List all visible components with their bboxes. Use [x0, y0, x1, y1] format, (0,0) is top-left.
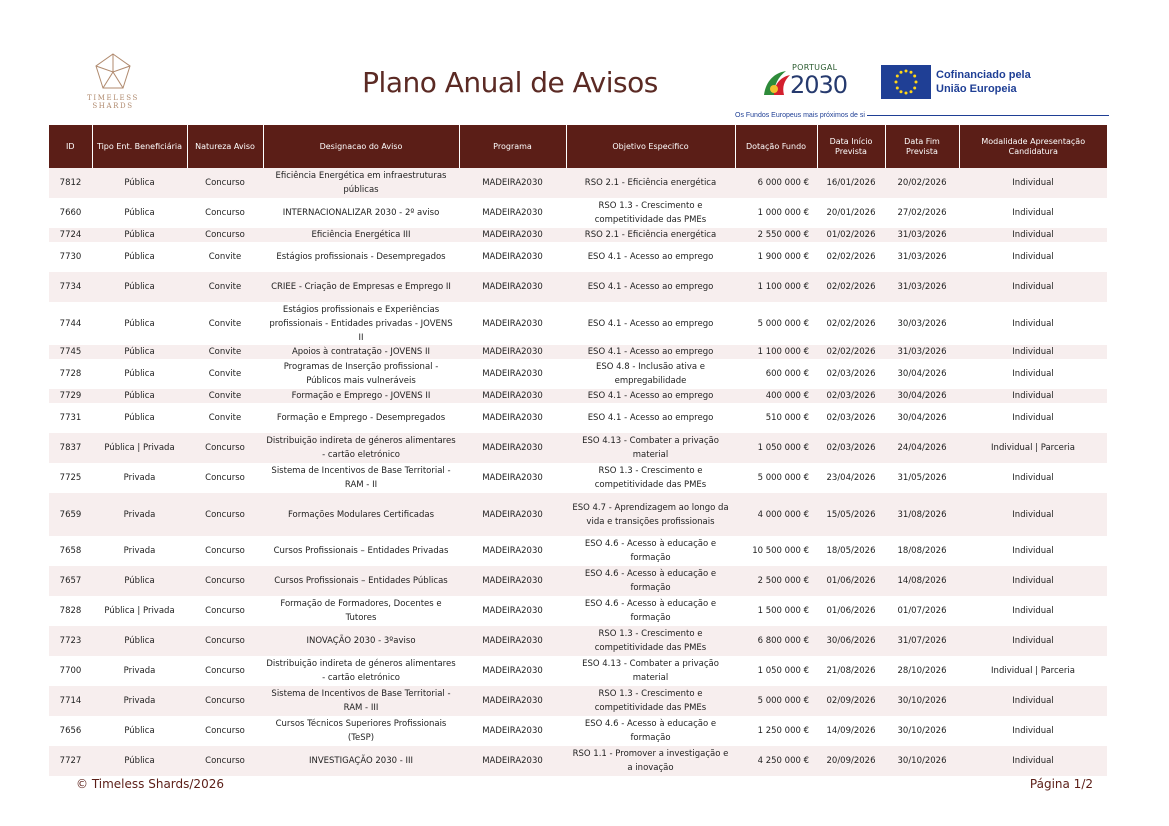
cell-fim: 27/02/2026	[897, 208, 947, 218]
cell-inicio: 30/06/2026	[817, 626, 885, 656]
cell-inicio: 01/06/2026	[826, 606, 876, 616]
page-title: Plano Anual de Avisos	[362, 66, 658, 99]
cell-objetivo: RSO 2.1 - Eficiência energética	[566, 168, 735, 198]
cell-natureza: Concurso	[205, 666, 245, 676]
cell-objetivo: RSO 1.3 - Crescimento e competitividade das PMEs	[594, 466, 707, 490]
cell-tipo: Pública	[92, 228, 187, 242]
cell-objetivo: ESO 4.1 - Acesso ao emprego	[566, 272, 735, 302]
cell-modalidade: Individual | Parceria	[959, 433, 1107, 463]
cell-modalidade: Individual	[1012, 413, 1054, 423]
cell-id: 7723	[49, 626, 92, 656]
cell-natureza: Concurso	[187, 746, 263, 776]
cell-modalidade: Individual	[959, 389, 1107, 403]
cell-tipo: Pública	[124, 726, 155, 736]
cell-inicio: 02/03/2026	[826, 413, 876, 423]
cell-dotacao: 510 000 €	[765, 413, 809, 423]
cell-objetivo: ESO 4.1 - Acesso ao emprego	[566, 389, 735, 403]
cell-objetivo: ESO 4.1 - Acesso ao emprego	[566, 345, 735, 359]
cell-inicio: 02/02/2026	[826, 318, 876, 329]
cell-tipo: Pública	[124, 252, 155, 262]
cell-objetivo: ESO 4.8 - Inclusão ativa e empregabilidade	[595, 362, 706, 386]
column-header-programa: Programa	[459, 125, 566, 168]
cell-objetivo: ESO 4.1 - Acesso ao emprego	[587, 413, 714, 423]
cell-dotacao: 4 000 000 €	[735, 493, 817, 536]
cell-modalidade: Individual	[959, 272, 1107, 302]
cell-tipo: Pública	[92, 389, 187, 403]
cell-natureza: Concurso	[187, 433, 263, 463]
cell-dotacao: 1 500 000 €	[757, 606, 809, 616]
cell-id: 7660	[59, 208, 82, 218]
cell-inicio: 02/09/2026	[817, 686, 885, 716]
cell-inicio: 01/06/2026	[817, 566, 885, 596]
cell-id: 7657	[49, 566, 92, 596]
cell-designacao: Eficiência Energética III	[263, 228, 459, 242]
table-row	[49, 493, 1107, 536]
cell-id: 7714	[49, 686, 92, 716]
cell-tipo: Pública	[124, 413, 155, 423]
cell-dotacao: 1 100 000 €	[735, 272, 817, 302]
table-row	[49, 359, 1107, 389]
cell-modalidade: Individual	[959, 345, 1107, 359]
cell-objetivo: ESO 4.6 - Acesso à educação e formação	[566, 566, 735, 596]
cell-fim: 30/03/2026	[897, 318, 947, 329]
cell-designacao: Cursos Profissionais – Entidades Privadas	[273, 546, 449, 556]
cell-modalidade: Individual	[1012, 473, 1054, 483]
cell-programa: MADEIRA2030	[459, 566, 566, 596]
cell-modalidade: Individual	[1012, 252, 1054, 262]
column-header-fim: Data Fim Prevista	[885, 125, 959, 168]
cell-designacao: Formação e Emprego - Desempregados	[276, 413, 446, 423]
cell-inicio: 02/02/2026	[817, 345, 885, 359]
cell-id: 7812	[49, 168, 92, 198]
cell-dotacao: 5 000 000 €	[735, 686, 817, 716]
cell-objetivo: ESO 4.6 - Acesso à educação e formação	[584, 599, 717, 623]
cell-objetivo: ESO 4.7 - Aprendizagem ao longo da vida e transições profissionais	[566, 493, 735, 536]
cell-designacao: Cursos Profissionais – Entidades Públicas	[263, 566, 459, 596]
cell-dotacao: 5 000 000 €	[757, 318, 809, 329]
cell-objetivo: RSO 1.1 - Promover a investigação e a inovação	[566, 746, 735, 776]
cell-designacao: Distribuição indireta de géneros alimentares - cartão eletrónico	[263, 433, 459, 463]
eu-cofinanced-logo	[881, 65, 1041, 99]
cell-natureza: Concurso	[205, 208, 245, 218]
cell-inicio: 20/01/2026	[826, 208, 876, 218]
cell-id: 7659	[49, 493, 92, 536]
footer-copyright: © Timeless Shards/2026	[76, 777, 224, 791]
cell-id: 7656	[59, 726, 82, 736]
column-header-dotacao: Dotação Fundo	[735, 125, 817, 168]
table-row	[49, 168, 1107, 198]
cell-fim: 14/08/2026	[885, 566, 959, 596]
cell-modalidade: Individual	[1012, 606, 1054, 616]
table-row	[49, 433, 1107, 463]
cell-designacao: Distribuição indireta de géneros alimentares - cartão eletrónico	[266, 659, 456, 683]
cell-dotacao: 5 000 000 €	[757, 473, 809, 483]
table-row	[49, 626, 1107, 656]
cell-objetivo: ESO 4.13 - Combater a privação material	[566, 433, 735, 463]
cell-inicio: 01/02/2026	[817, 228, 885, 242]
cell-fim: 31/07/2026	[885, 626, 959, 656]
cell-designacao: INOVAÇÃO 2030 - 3ºaviso	[263, 626, 459, 656]
cell-programa: MADEIRA2030	[482, 318, 543, 329]
cell-designacao: Programas de Inserção profissional - Públicos mais vulneráveis	[283, 362, 439, 386]
cell-id: 7734	[49, 272, 92, 302]
cell-inicio: 02/03/2026	[826, 369, 876, 379]
cell-dotacao: 600 000 €	[765, 369, 809, 379]
column-header-natureza: Natureza Aviso	[187, 125, 263, 168]
cell-programa: MADEIRA2030	[459, 686, 566, 716]
table-row	[49, 242, 1107, 272]
cell-inicio: 02/03/2026	[817, 389, 885, 403]
timeless-shards-logo	[84, 52, 142, 116]
cell-dotacao: 1 000 000 €	[757, 208, 809, 218]
cell-programa: MADEIRA2030	[459, 345, 566, 359]
cell-id: 7724	[49, 228, 92, 242]
cell-modalidade: Individual	[959, 168, 1107, 198]
table-row	[49, 566, 1107, 596]
cell-natureza: Convite	[208, 413, 242, 423]
footer-page-number: Página 1/2	[1029, 777, 1093, 791]
table-row	[49, 536, 1107, 566]
table-row	[49, 463, 1107, 493]
cell-tipo: Privada	[92, 493, 187, 536]
column-header-modalidade: Modalidade Apresentação Candidatura	[959, 125, 1107, 168]
cell-programa: MADEIRA2030	[482, 473, 543, 483]
cell-programa: MADEIRA2030	[482, 208, 543, 218]
table-header-row	[49, 125, 1107, 168]
cell-natureza: Convite	[187, 272, 263, 302]
cell-designacao: INVESTIGAÇÃO 2030 - III	[263, 746, 459, 776]
cell-natureza: Convite	[208, 252, 242, 262]
cell-programa: MADEIRA2030	[482, 252, 543, 262]
cell-dotacao: 4 250 000 €	[735, 746, 817, 776]
cell-modalidade: Individual	[959, 686, 1107, 716]
cell-fim: 31/08/2026	[885, 493, 959, 536]
cell-dotacao: 1 250 000 €	[757, 726, 809, 736]
cell-tipo: Pública	[92, 566, 187, 596]
cell-dotacao: 10 500 000 €	[752, 546, 809, 556]
cell-natureza: Concurso	[187, 228, 263, 242]
column-header-objetivo: Objetivo Especifico	[566, 125, 735, 168]
column-header-inicio: Data Início Prevista	[817, 125, 885, 168]
cell-designacao: CRIEE - Criação de Empresas e Emprego II	[263, 272, 459, 302]
cell-id: 7729	[49, 389, 92, 403]
cell-designacao: Estágios profissionais - Desempregados	[276, 252, 446, 262]
cell-tipo: Pública	[92, 168, 187, 198]
table-row	[49, 686, 1107, 716]
cell-designacao: Sistema de Incentivos de Base Territorial - RAM - III	[263, 686, 459, 716]
cell-inicio: 02/02/2026	[826, 252, 876, 262]
cell-inicio: 14/09/2026	[826, 726, 876, 736]
eu-flag-icon	[881, 65, 931, 99]
pt-logo-year: 2030	[790, 71, 848, 99]
cell-fim: 31/03/2026	[885, 228, 959, 242]
cell-natureza: Convite	[187, 389, 263, 403]
cell-fim: 31/03/2026	[897, 252, 947, 262]
cell-modalidade: Individual	[1012, 208, 1054, 218]
cell-fim: 30/10/2026	[885, 746, 959, 776]
table-row	[49, 403, 1107, 433]
cell-natureza: Concurso	[205, 726, 245, 736]
portugal-flag-swirl-icon	[762, 67, 792, 99]
cell-dotacao: 1 050 000 €	[757, 666, 809, 676]
cell-designacao: Formação e Emprego - JOVENS II	[263, 389, 459, 403]
cell-id: 7745	[49, 345, 92, 359]
cell-objetivo: ESO 4.1 - Acesso ao emprego	[587, 318, 714, 329]
cell-natureza: Concurso	[205, 606, 245, 616]
cell-tipo: Privada	[123, 473, 156, 483]
portugal-2030-logo	[762, 63, 854, 103]
cell-dotacao: 2 500 000 €	[735, 566, 817, 596]
cell-objetivo: ESO 4.6 - Acesso à educação e formação	[584, 719, 717, 743]
cell-fim: 24/04/2026	[885, 433, 959, 463]
column-header-tipo: Tipo Ent. Beneficiária	[92, 125, 187, 168]
cell-inicio: 23/04/2026	[826, 473, 876, 483]
column-header-id: ID	[49, 125, 92, 168]
cell-modalidade: Individual	[959, 228, 1107, 242]
cell-natureza: Concurso	[187, 493, 263, 536]
cell-id: 7658	[59, 546, 82, 556]
cell-id: 7731	[59, 413, 82, 423]
table-body	[49, 168, 1107, 776]
cell-natureza: Convite	[187, 345, 263, 359]
cell-tipo: Pública | Privada	[92, 433, 187, 463]
cell-id: 7700	[59, 666, 82, 676]
cell-programa: MADEIRA2030	[482, 666, 543, 676]
cell-inicio: 15/05/2026	[817, 493, 885, 536]
cell-objetivo: RSO 1.3 - Crescimento e competitividade das PMEs	[566, 626, 735, 656]
cell-designacao: Eficiência Energética em infraestruturas públicas	[263, 168, 459, 198]
cell-fim: 18/08/2026	[897, 546, 947, 556]
cell-id: 7730	[59, 252, 82, 262]
cell-tipo: Privada	[123, 666, 156, 676]
table-row	[49, 272, 1107, 302]
cell-objetivo: ESO 4.6 - Acesso à educação e formação	[584, 539, 717, 563]
cell-designacao: Cursos Técnicos Superiores Profissionais (TeSP)	[275, 719, 447, 743]
cell-fim: 31/03/2026	[885, 345, 959, 359]
cell-designacao: Formação de Formadores, Docentes e Tutores	[280, 599, 442, 623]
cell-programa: MADEIRA2030	[459, 228, 566, 242]
cell-programa: MADEIRA2030	[482, 413, 543, 423]
cell-modalidade: Individual	[959, 626, 1107, 656]
cell-natureza: Concurso	[205, 473, 245, 483]
cell-inicio: 02/03/2026	[817, 433, 885, 463]
table-row	[49, 345, 1107, 359]
cell-id: 7828	[59, 606, 82, 616]
cell-programa: MADEIRA2030	[482, 546, 543, 556]
cell-designacao: Sistema de Incentivos de Base Territorial - RAM - II	[271, 466, 451, 490]
cell-programa: MADEIRA2030	[459, 168, 566, 198]
avisos-table	[49, 125, 1107, 776]
cell-id: 7728	[59, 369, 82, 379]
cell-dotacao: 1 100 000 €	[735, 345, 817, 359]
cell-natureza: Concurso	[187, 566, 263, 596]
cell-tipo: Pública	[92, 626, 187, 656]
cell-natureza: Convite	[208, 318, 242, 329]
cell-natureza: Concurso	[187, 168, 263, 198]
cell-tipo: Privada	[123, 546, 156, 556]
cell-dotacao: 1 900 000 €	[757, 252, 809, 262]
cell-tipo: Pública	[124, 369, 155, 379]
cell-modalidade: Individual	[959, 566, 1107, 596]
cell-programa: MADEIRA2030	[482, 369, 543, 379]
cell-tipo: Pública	[92, 272, 187, 302]
cell-tipo: Privada	[92, 686, 187, 716]
cell-tipo: Pública	[92, 746, 187, 776]
cell-dotacao: 400 000 €	[735, 389, 817, 403]
cell-programa: MADEIRA2030	[482, 606, 543, 616]
cell-programa: MADEIRA2030	[459, 746, 566, 776]
cell-fim: 30/04/2026	[885, 389, 959, 403]
cell-tipo: Pública | Privada	[104, 606, 175, 616]
cell-inicio: 16/01/2026	[817, 168, 885, 198]
cell-fim: 31/03/2026	[885, 272, 959, 302]
cell-natureza: Concurso	[187, 686, 263, 716]
cell-programa: MADEIRA2030	[482, 726, 543, 736]
column-header-designacao: Designacao do Aviso	[263, 125, 459, 168]
cell-natureza: Convite	[208, 369, 242, 379]
cell-modalidade: Individual	[1012, 318, 1054, 329]
cell-modalidade: Individual	[959, 746, 1107, 776]
cell-fim: 31/05/2026	[897, 473, 947, 483]
eu-tagline: Os Fundos Europeus mais próximos de si	[735, 112, 865, 119]
cell-natureza: Concurso	[187, 626, 263, 656]
cell-inicio: 20/09/2026	[817, 746, 885, 776]
cell-fim: 01/07/2026	[897, 606, 947, 616]
table-row	[49, 389, 1107, 403]
table-row	[49, 302, 1107, 345]
cell-programa: MADEIRA2030	[459, 493, 566, 536]
cell-designacao: Apoios à contratação - JOVENS II	[263, 345, 459, 359]
cell-objetivo: ESO 4.13 - Combater a privação material	[582, 659, 719, 683]
table-row	[49, 656, 1107, 686]
cell-objetivo: RSO 1.3 - Crescimento e competitividade das PMEs	[594, 201, 707, 225]
cell-modalidade: Individual	[1012, 369, 1054, 379]
cell-tipo: Pública	[124, 318, 155, 329]
cell-programa: MADEIRA2030	[459, 389, 566, 403]
table-row	[49, 596, 1107, 626]
cell-modalidade: Individual	[959, 493, 1107, 536]
cell-id: 7725	[59, 473, 82, 483]
shard-cube-icon	[93, 52, 133, 92]
eu-logo-text: Cofinanciado pela União Europeia	[936, 69, 1031, 95]
cell-id: 7744	[59, 318, 82, 329]
table-row	[49, 228, 1107, 242]
cell-fim: 20/02/2026	[885, 168, 959, 198]
table-row	[49, 716, 1107, 746]
cell-designacao: INTERNACIONALIZAR 2030 - 2º aviso	[282, 208, 440, 218]
cell-dotacao: 6 800 000 €	[735, 626, 817, 656]
cell-fim: 30/10/2026	[885, 686, 959, 716]
cell-dotacao: 2 550 000 €	[735, 228, 817, 242]
cell-inicio: 02/02/2026	[817, 272, 885, 302]
cell-inicio: 18/05/2026	[826, 546, 876, 556]
cell-objetivo: RSO 1.3 - Crescimento e competitividade das PMEs	[566, 686, 735, 716]
cell-fim: 28/10/2026	[897, 666, 947, 676]
cell-modalidade: Individual	[1012, 726, 1054, 736]
cell-programa: MADEIRA2030	[459, 433, 566, 463]
cell-programa: MADEIRA2030	[459, 626, 566, 656]
cell-tipo: Pública	[92, 345, 187, 359]
brand-name: TIMELESS SHARDS	[87, 94, 139, 110]
cell-programa: MADEIRA2030	[459, 272, 566, 302]
cell-modalidade: Individual	[1012, 546, 1054, 556]
table-row	[49, 198, 1107, 228]
cell-id: 7727	[49, 746, 92, 776]
cell-objetivo: RSO 2.1 - Eficiência energética	[566, 228, 735, 242]
cell-fim: 30/04/2026	[897, 369, 947, 379]
cell-natureza: Concurso	[205, 546, 245, 556]
pt-logo-word: PORTUGAL	[792, 63, 838, 72]
cell-id: 7837	[49, 433, 92, 463]
cell-objetivo: ESO 4.1 - Acesso ao emprego	[587, 252, 714, 262]
cell-tipo: Pública	[124, 208, 155, 218]
cell-fim: 30/10/2026	[897, 726, 947, 736]
table-row	[49, 746, 1107, 776]
cell-fim: 30/04/2026	[897, 413, 947, 423]
cell-modalidade: Individual | Parceria	[991, 666, 1075, 676]
cell-designacao: Estágios profissionais e Experiências profissionais - Entidades privadas - JOVENS II	[269, 304, 453, 343]
cell-inicio: 21/08/2026	[826, 666, 876, 676]
cell-dotacao: 1 050 000 €	[735, 433, 817, 463]
cell-designacao: Formações Modulares Certificadas	[263, 493, 459, 536]
cell-dotacao: 6 000 000 €	[735, 168, 817, 198]
